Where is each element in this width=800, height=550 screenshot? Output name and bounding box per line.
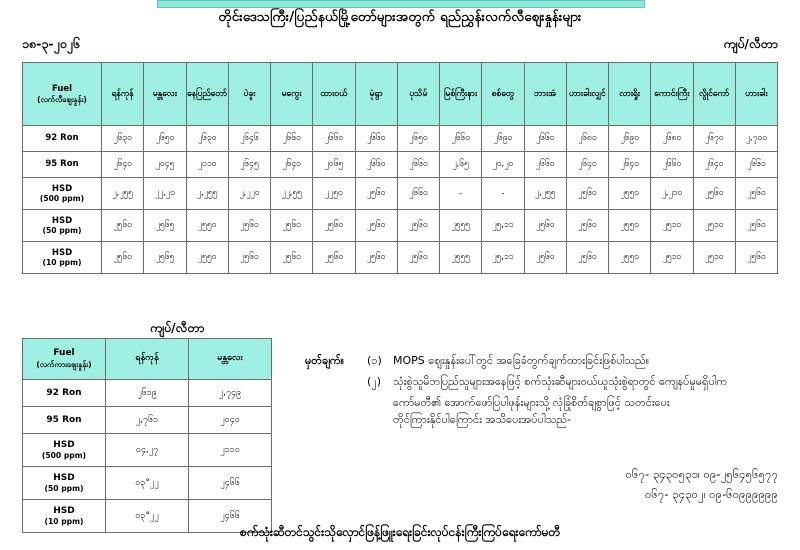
retail-cell: ၂,၂၅၅ <box>524 178 566 210</box>
wholesale-column-header: မန္တလေး <box>189 339 272 380</box>
retail-fuel-header <box>23 63 102 126</box>
retail-row-label-main: 92 Ron <box>45 133 79 144</box>
retail-cell: ၂၆၇၀ <box>693 126 735 152</box>
retail-row-label-main: HSD <box>51 215 73 226</box>
header-accent-bar <box>157 0 645 8</box>
retail-cell: ၂၀၆၅ <box>313 152 355 178</box>
retail-column-header: ဟားခါးလျှင် <box>566 63 608 126</box>
retail-cell: ၂၆၃၀ <box>186 126 228 152</box>
phone-number: ၀၆၇- ၃၄၃၀၂၊ ၀၉-၆၀၉၉၉၉၉၉ <box>644 486 778 501</box>
wholesale-cell: ၀၃°၂၂ <box>106 467 189 500</box>
retail-cell: ၂၅၆၀ <box>693 178 735 210</box>
wholesale-row-label-main: 92 Ron <box>46 387 82 398</box>
retail-cell: ၂၅၆၀ <box>228 242 270 274</box>
retail-cell: ၂၅၆၀ <box>271 210 313 242</box>
retail-fuel-header-main: Fuel <box>51 83 73 94</box>
retail-column-header: မန္တလေး <box>144 63 186 126</box>
retail-row-label <box>23 152 102 178</box>
retail-column-header: ပုသိမ် <box>397 63 439 126</box>
retail-cell: ၂၅၆၀ <box>355 242 397 274</box>
retail-cell: ၂၆၆၀ <box>271 126 313 152</box>
wholesale-cell: ၂၆၁၉ <box>106 380 189 407</box>
retail-cell: ၂၂,၅၅ <box>271 178 313 210</box>
retail-column-header: ရန်ကုန် <box>102 63 144 126</box>
retail-cell: ၂၅၁၀ <box>693 242 735 274</box>
main-table-header-row <box>23 63 778 126</box>
retail-cell: ၂၅၆၀ <box>397 242 439 274</box>
retail-row-label-main: HSD <box>51 183 73 194</box>
retail-cell: ၂၅၆၀ <box>524 210 566 242</box>
retail-cell: ၂၅၆၀ <box>313 242 355 274</box>
retail-column-header: မကွေး <box>271 63 313 126</box>
retail-cell: ၂၅၆၀ <box>566 210 608 242</box>
retail-row-label-main: 95 Ron <box>45 159 79 170</box>
main-table-body <box>23 126 778 274</box>
retail-column-header: လားရှိုး <box>609 63 651 126</box>
retail-cell: ၂၅၅၀ <box>609 210 651 242</box>
retail-cell: ၂၅၆၀ <box>228 210 270 242</box>
retail-row <box>23 178 778 210</box>
wholesale-row <box>23 467 272 500</box>
note-text-continued: တိုင်ကြားနိုင်ပါကြောင်း အသိပေးအပ်ပါသည်- <box>393 413 571 427</box>
retail-column-header: ဘားအံ <box>524 63 566 126</box>
retail-cell: ၂၅,၁၁ <box>482 242 524 274</box>
retail-row-label <box>23 242 102 274</box>
retail-cell: ၂၅၆၀ <box>102 242 144 274</box>
wholesale-cell: ၂၄၆၆ <box>189 500 272 533</box>
retail-cell: ၂၆၆၀ <box>524 152 566 178</box>
retail-cell: ၂၆၄၀ <box>609 152 651 178</box>
wholesale-row-label <box>23 380 106 407</box>
wholesale-row-label-main: HSD <box>53 473 75 484</box>
wholesale-fuel-header-main: Fuel <box>53 348 75 359</box>
retail-cell: ၂၅၆၀ <box>355 210 397 242</box>
retail-cell: ၂၅၆၀ <box>355 178 397 210</box>
retail-cell: ၂၅၅၀ <box>609 242 651 274</box>
wholesale-row <box>23 380 272 407</box>
wholesale-row-label <box>23 407 106 434</box>
retail-column-header: ဟားခါး <box>735 63 777 126</box>
retail-column-header: ပဲခူး <box>228 63 270 126</box>
wholesale-cell: ၂၁၁၀ <box>189 434 272 467</box>
retail-cell: ၂၅၁၀ <box>693 210 735 242</box>
notes-label: မှတ်ချက်။ <box>305 354 345 367</box>
retail-column-header: စစ်တွေ <box>482 63 524 126</box>
retail-cell: ၂၆၆၀ <box>440 126 482 152</box>
retail-cell: ၂၅၅၀ <box>186 242 228 274</box>
wholesale-row-label-sub: (500 ppm) <box>41 450 87 460</box>
retail-cell: ၂၆၅၀ <box>144 126 186 152</box>
retail-cell: ၂၅၆၀ <box>313 210 355 242</box>
retail-cell: ၂၆၆၀ <box>651 152 693 178</box>
wholesale-row-label-main: 95 Ron <box>46 414 82 425</box>
wholesale-row-label-main: HSD <box>53 440 75 451</box>
retail-column-header: နေပြည်တော် <box>186 63 228 126</box>
retail-cell: ၂၅၆၀ <box>271 242 313 274</box>
main-table-head <box>23 63 778 126</box>
wholesale-row-label-main: HSD <box>53 506 75 517</box>
wholesale-fuel-header-sub: (လက်ကားဈေးနှုန်း) <box>36 359 92 369</box>
retail-cell: ၂၆၄၀ <box>566 152 608 178</box>
retail-cell: ၂၅၆၀ <box>524 242 566 274</box>
retail-cell: ၂၂၅၀ <box>313 178 355 210</box>
retail-cell: ၂၆၃၀ <box>102 126 144 152</box>
sec-table-head <box>23 339 272 380</box>
retail-cell: ၂,၂၅၅ <box>186 178 228 210</box>
retail-cell: ၂၆၆၀ <box>355 126 397 152</box>
retail-cell: ၂၀,၂၀ <box>482 152 524 178</box>
retail-cell: - <box>482 178 524 210</box>
retail-row-label <box>23 210 102 242</box>
retail-row-label <box>23 178 102 210</box>
retail-row-label-sub: (500 ppm) <box>39 194 85 204</box>
retail-row <box>23 242 778 274</box>
retail-cell: ၂၆၄၀ <box>693 152 735 178</box>
wholesale-cell: ၂,၇၆၁ <box>106 407 189 434</box>
note-number: (၂) <box>367 375 381 389</box>
retail-cell: ၂၅၆၀ <box>735 178 777 210</box>
sec-table-body <box>23 380 272 533</box>
unit-label-second: ကျပ်/လီတာ <box>150 320 205 335</box>
retail-cell: ၂၀၁၀ <box>186 152 228 178</box>
wholesale-row-label <box>23 434 106 467</box>
wholesale-cell: ၂၀၄၀ <box>189 407 272 434</box>
wholesale-row-label <box>23 467 106 500</box>
retail-cell: ၂၅၅၅ <box>440 242 482 274</box>
wholesale-column-header: ရန်ကုန် <box>106 339 189 380</box>
retail-cell: ၂၅၆၅ <box>144 242 186 274</box>
retail-cell: ၂၆၆၀ <box>735 152 777 178</box>
retail-cell: ၂၆၆၀ <box>313 126 355 152</box>
page-title: တိုင်းဒေသကြီး/ပြည်နယ်မြို့တော်များအတွက် ရည်ညွှန်းလက်လီဈေးနှုန်းများ <box>218 9 582 25</box>
retail-cell: ၂၅၆၅ <box>144 210 186 242</box>
retail-cell: ၂,၂၁၀ <box>651 178 693 210</box>
wholesale-fuel-header <box>23 339 106 380</box>
wholesale-cell: ၂၄၆၆ <box>189 467 272 500</box>
retail-cell: ၂၆၄၀ <box>102 152 144 178</box>
note-number: (၁) <box>367 354 382 367</box>
unit-label-main: ကျပ်/လီတာ <box>723 36 778 51</box>
wholesale-row <box>23 407 272 434</box>
retail-cell: ၂၅၆၀ <box>102 210 144 242</box>
wholesale-row-label-sub: (10 ppm) <box>44 516 84 526</box>
sec-table-header-row <box>23 339 272 380</box>
retail-row-label-main: HSD <box>51 247 73 258</box>
note-item <box>305 373 785 390</box>
retail-cell: ၂၆၅၀ <box>397 126 439 152</box>
retail-cell: ၂၅၆၀ <box>566 178 608 210</box>
retail-cell: ၂၀၄၅ <box>144 152 186 178</box>
retail-cell: ၂၅၆၀ <box>566 242 608 274</box>
retail-cell: ၂၂,၂၀ <box>144 178 186 210</box>
retail-cell: ၂၆၄၆ <box>228 126 270 152</box>
wholesale-cell: ၂,၇၄၉ <box>189 380 272 407</box>
retail-row <box>23 210 778 242</box>
wholesale-cell: ၀၄,၂၇ <box>106 434 189 467</box>
retail-cell: ၂,၆၅ <box>440 152 482 178</box>
document-date: ၁၈-၃-၂၀၂၆ <box>22 36 80 51</box>
retail-cell: ၂၅၆၀ <box>397 210 439 242</box>
retail-cell: - <box>440 178 482 210</box>
retail-column-header: လွိုင်ကော် <box>693 63 735 126</box>
retail-cell: ၂၅၁၀ <box>651 210 693 242</box>
retail-cell: ၂၆၄၅ <box>228 152 270 178</box>
retail-cell: ၂၅၁၀ <box>651 242 693 274</box>
retail-column-header: ထားဝယ် <box>313 63 355 126</box>
retail-cell: ၂၆၉၀ <box>482 126 524 152</box>
retail-price-table <box>22 62 778 274</box>
retail-cell: ၂,၂၂၀ <box>228 178 270 210</box>
note-text-continued: ကော်မတီ၏ အောက်ဖော်ပြပါဖုန်းများသို့ လုံခြုံစိတ်ချစွာဖြင့် သတင်းပေး <box>393 396 670 410</box>
retail-column-header: မြစ်ကြီးနား <box>440 63 482 126</box>
retail-cell: ၂၆၈၀ <box>651 126 693 152</box>
retail-column-header: မုံရွာ <box>355 63 397 126</box>
retail-cell: ၂၆၄၀ <box>271 152 313 178</box>
retail-row-label-sub: (10 ppm) <box>42 258 82 268</box>
retail-fuel-header-sub: (လက်လီဈေးနှုန်း) <box>37 94 87 104</box>
retail-cell: ၂၅,၁၁ <box>482 210 524 242</box>
retail-cell: ၂,၂၅၅ <box>102 178 144 210</box>
retail-column-header: ကောင်းကြီး <box>651 63 693 126</box>
retail-row <box>23 152 778 178</box>
retail-row <box>23 126 778 152</box>
phone-number: ၀၆၇- ၃၄၃၀၅၃၁၊ ၀၉-၂၅၆၄၅၆၅၇၇ <box>625 467 778 481</box>
retail-cell: ၂၆၈၀ <box>566 126 608 152</box>
retail-cell: ၂၆၆၀ <box>524 126 566 152</box>
retail-cell: ၂၆၉၀ <box>609 126 651 152</box>
note-text: MOPS ဈေးနှုန်းပေါ်တွင် အခြေခံတွက်ချက်ထားခြင်းဖြစ်ပါသည်။ <box>393 354 650 367</box>
retail-cell: ၂၅၆၀ <box>735 242 777 274</box>
wholesale-row <box>23 434 272 467</box>
wholesale-price-table <box>22 338 272 533</box>
note-item <box>305 352 785 369</box>
retail-row-label <box>23 126 102 152</box>
retail-cell: ၂၅၅၀ <box>609 178 651 210</box>
retail-row-label-sub: (50 ppm) <box>42 226 82 236</box>
retail-cell: ၂၅၅၅ <box>440 210 482 242</box>
note-text: သုံးစွဲသူမိဘပြည်သူများအနေဖြင့် စက်သုံးဆီများဝယ်ယူသုံးစွဲရာတွင် ကျေနပ်မှုမရှိပါက <box>393 375 728 389</box>
contact-phone-numbers <box>626 465 778 504</box>
retail-cell: ၂၅၅၀ <box>186 210 228 242</box>
retail-cell: ၂၆၆၀ <box>397 152 439 178</box>
footer-authority: စက်သုံးဆီတင်သွင်းသိုလှောင်ဖြန့်ဖြူးရေးခြင်းလုပ်ငန်းကြီးကြပ်ရေးကော်မတီ <box>239 525 561 539</box>
notes-section <box>305 352 785 428</box>
retail-cell: ၂၆၆၀ <box>397 178 439 210</box>
retail-cell: ၂၆၆၀ <box>355 152 397 178</box>
wholesale-row-label-sub: (50 ppm) <box>44 483 84 493</box>
wholesale-cell: ၀၃°၂၂ <box>106 500 189 533</box>
retail-cell: ၂,၇၀၀ <box>735 126 777 152</box>
retail-cell: ၂၅၆၀ <box>735 210 777 242</box>
